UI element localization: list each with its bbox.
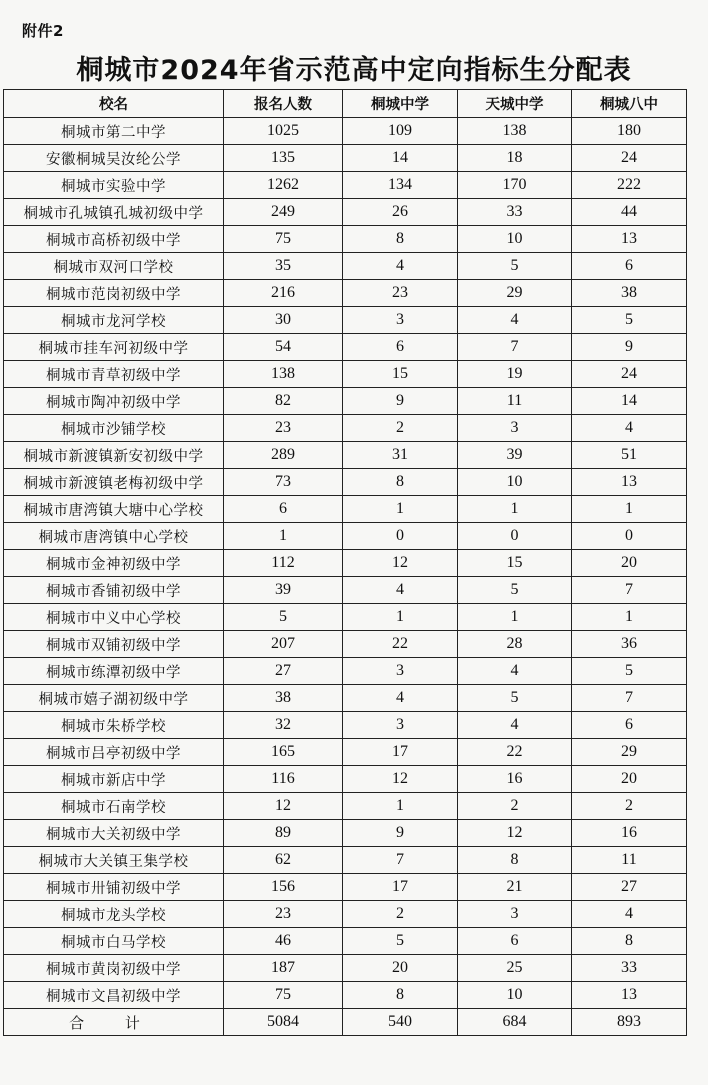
table-row xyxy=(4,604,687,631)
cell-tongcheng-high-school: 8 xyxy=(343,982,458,1009)
table-row xyxy=(4,847,687,874)
cell-tongcheng-high-school: 20 xyxy=(343,955,458,982)
cell-school-name: 桐城市唐湾镇大塘中心学校 xyxy=(4,496,224,523)
table-row xyxy=(4,172,687,199)
cell-applicants: 1262 xyxy=(224,172,343,199)
table-row xyxy=(4,118,687,145)
cell-tongcheng-no8-high-school: 5 xyxy=(572,307,687,334)
cell-school-name: 桐城市新店中学 xyxy=(4,766,224,793)
cell-school-name: 桐城市卅铺初级中学 xyxy=(4,874,224,901)
cell-tongcheng-no8-high-school: 7 xyxy=(572,577,687,604)
cell-tiancheng-high-school: 2 xyxy=(458,793,572,820)
table-row xyxy=(4,739,687,766)
total-tiancheng-high-school: 684 xyxy=(458,1009,572,1036)
cell-tongcheng-no8-high-school: 222 xyxy=(572,172,687,199)
cell-tiancheng-high-school: 29 xyxy=(458,280,572,307)
cell-applicants: 116 xyxy=(224,766,343,793)
cell-tiancheng-high-school: 10 xyxy=(458,469,572,496)
table-row xyxy=(4,253,687,280)
cell-school-name: 桐城市沙铺学校 xyxy=(4,415,224,442)
cell-applicants: 6 xyxy=(224,496,343,523)
cell-tiancheng-high-school: 5 xyxy=(458,685,572,712)
cell-tongcheng-no8-high-school: 8 xyxy=(572,928,687,955)
table-header-row xyxy=(4,90,687,118)
cell-tiancheng-high-school: 15 xyxy=(458,550,572,577)
table-row xyxy=(4,226,687,253)
cell-tongcheng-no8-high-school: 38 xyxy=(572,280,687,307)
table-row xyxy=(4,820,687,847)
table-row xyxy=(4,982,687,1009)
cell-applicants: 165 xyxy=(224,739,343,766)
cell-tiancheng-high-school: 6 xyxy=(458,928,572,955)
cell-tongcheng-no8-high-school: 36 xyxy=(572,631,687,658)
table-row xyxy=(4,955,687,982)
cell-school-name: 桐城市双河口学校 xyxy=(4,253,224,280)
cell-tongcheng-high-school: 17 xyxy=(343,874,458,901)
cell-tongcheng-high-school: 0 xyxy=(343,523,458,550)
cell-tiancheng-high-school: 22 xyxy=(458,739,572,766)
cell-tongcheng-no8-high-school: 5 xyxy=(572,658,687,685)
header-tongcheng-no8-high-school: 桐城八中 xyxy=(572,90,687,118)
cell-tongcheng-no8-high-school: 11 xyxy=(572,847,687,874)
cell-tongcheng-high-school: 15 xyxy=(343,361,458,388)
table-row xyxy=(4,334,687,361)
cell-tiancheng-high-school: 10 xyxy=(458,982,572,1009)
cell-tiancheng-high-school: 8 xyxy=(458,847,572,874)
total-label: 合 计 xyxy=(4,1009,224,1036)
cell-school-name: 桐城市香铺初级中学 xyxy=(4,577,224,604)
cell-tongcheng-no8-high-school: 29 xyxy=(572,739,687,766)
cell-applicants: 187 xyxy=(224,955,343,982)
cell-applicants: 73 xyxy=(224,469,343,496)
cell-tiancheng-high-school: 5 xyxy=(458,577,572,604)
cell-applicants: 207 xyxy=(224,631,343,658)
cell-tongcheng-no8-high-school: 0 xyxy=(572,523,687,550)
cell-tiancheng-high-school: 4 xyxy=(458,307,572,334)
cell-tongcheng-no8-high-school: 1 xyxy=(572,604,687,631)
cell-applicants: 46 xyxy=(224,928,343,955)
cell-tiancheng-high-school: 10 xyxy=(458,226,572,253)
cell-tongcheng-no8-high-school: 27 xyxy=(572,874,687,901)
table-row xyxy=(4,766,687,793)
cell-school-name: 桐城市高桥初级中学 xyxy=(4,226,224,253)
cell-tongcheng-no8-high-school: 13 xyxy=(572,982,687,1009)
table-row xyxy=(4,874,687,901)
cell-applicants: 1 xyxy=(224,523,343,550)
cell-tiancheng-high-school: 3 xyxy=(458,415,572,442)
total-applicants: 5084 xyxy=(224,1009,343,1036)
table-row xyxy=(4,793,687,820)
cell-tiancheng-high-school: 39 xyxy=(458,442,572,469)
cell-tiancheng-high-school: 3 xyxy=(458,901,572,928)
cell-applicants: 23 xyxy=(224,901,343,928)
cell-school-name: 桐城市孔城镇孔城初级中学 xyxy=(4,199,224,226)
cell-school-name: 桐城市新渡镇新安初级中学 xyxy=(4,442,224,469)
cell-tiancheng-high-school: 28 xyxy=(458,631,572,658)
cell-school-name: 桐城市文昌初级中学 xyxy=(4,982,224,1009)
cell-applicants: 1025 xyxy=(224,118,343,145)
cell-tiancheng-high-school: 170 xyxy=(458,172,572,199)
cell-tiancheng-high-school: 1 xyxy=(458,604,572,631)
cell-tongcheng-no8-high-school: 1 xyxy=(572,496,687,523)
cell-tongcheng-high-school: 14 xyxy=(343,145,458,172)
cell-tongcheng-high-school: 9 xyxy=(343,820,458,847)
cell-tongcheng-high-school: 9 xyxy=(343,388,458,415)
cell-tiancheng-high-school: 5 xyxy=(458,253,572,280)
table-row xyxy=(4,658,687,685)
cell-tongcheng-no8-high-school: 16 xyxy=(572,820,687,847)
cell-applicants: 38 xyxy=(224,685,343,712)
cell-tiancheng-high-school: 0 xyxy=(458,523,572,550)
cell-applicants: 30 xyxy=(224,307,343,334)
table-row xyxy=(4,901,687,928)
cell-applicants: 32 xyxy=(224,712,343,739)
table-row xyxy=(4,442,687,469)
total-row xyxy=(4,1009,687,1036)
cell-school-name: 桐城市实验中学 xyxy=(4,172,224,199)
cell-tongcheng-no8-high-school: 4 xyxy=(572,415,687,442)
cell-tiancheng-high-school: 25 xyxy=(458,955,572,982)
cell-school-name: 桐城市金神初级中学 xyxy=(4,550,224,577)
cell-school-name: 桐城市练潭初级中学 xyxy=(4,658,224,685)
cell-applicants: 249 xyxy=(224,199,343,226)
table-row xyxy=(4,361,687,388)
cell-tongcheng-high-school: 12 xyxy=(343,550,458,577)
cell-tongcheng-high-school: 2 xyxy=(343,415,458,442)
cell-tongcheng-high-school: 6 xyxy=(343,334,458,361)
cell-tiancheng-high-school: 19 xyxy=(458,361,572,388)
cell-tongcheng-no8-high-school: 7 xyxy=(572,685,687,712)
cell-tongcheng-no8-high-school: 51 xyxy=(572,442,687,469)
cell-school-name: 桐城市大关初级中学 xyxy=(4,820,224,847)
cell-applicants: 82 xyxy=(224,388,343,415)
attachment-label: 附件2 xyxy=(22,22,64,40)
cell-school-name: 桐城市大关镇王集学校 xyxy=(4,847,224,874)
cell-tongcheng-high-school: 22 xyxy=(343,631,458,658)
cell-tongcheng-high-school: 1 xyxy=(343,604,458,631)
table-row xyxy=(4,550,687,577)
cell-school-name: 桐城市挂车河初级中学 xyxy=(4,334,224,361)
cell-tongcheng-high-school: 5 xyxy=(343,928,458,955)
cell-tongcheng-high-school: 7 xyxy=(343,847,458,874)
table-row xyxy=(4,469,687,496)
cell-applicants: 216 xyxy=(224,280,343,307)
cell-tongcheng-high-school: 3 xyxy=(343,307,458,334)
cell-tongcheng-high-school: 4 xyxy=(343,685,458,712)
cell-tongcheng-high-school: 3 xyxy=(343,712,458,739)
cell-school-name: 桐城市白马学校 xyxy=(4,928,224,955)
header-tongcheng-high-school: 桐城中学 xyxy=(343,90,458,118)
cell-school-name: 桐城市石南学校 xyxy=(4,793,224,820)
table-row xyxy=(4,145,687,172)
cell-tongcheng-no8-high-school: 20 xyxy=(572,550,687,577)
cell-school-name: 桐城市青草初级中学 xyxy=(4,361,224,388)
cell-tiancheng-high-school: 4 xyxy=(458,712,572,739)
cell-school-name: 桐城市范岗初级中学 xyxy=(4,280,224,307)
cell-tongcheng-no8-high-school: 24 xyxy=(572,145,687,172)
cell-applicants: 12 xyxy=(224,793,343,820)
cell-school-name: 桐城市陶冲初级中学 xyxy=(4,388,224,415)
cell-applicants: 75 xyxy=(224,226,343,253)
cell-tongcheng-high-school: 12 xyxy=(343,766,458,793)
cell-tongcheng-high-school: 31 xyxy=(343,442,458,469)
cell-tongcheng-high-school: 1 xyxy=(343,496,458,523)
cell-tongcheng-no8-high-school: 9 xyxy=(572,334,687,361)
table-row xyxy=(4,523,687,550)
cell-tongcheng-high-school: 3 xyxy=(343,658,458,685)
cell-tongcheng-high-school: 23 xyxy=(343,280,458,307)
cell-tongcheng-no8-high-school: 180 xyxy=(572,118,687,145)
cell-tongcheng-no8-high-school: 6 xyxy=(572,253,687,280)
cell-applicants: 138 xyxy=(224,361,343,388)
allocation-table xyxy=(3,89,687,1036)
cell-tiancheng-high-school: 18 xyxy=(458,145,572,172)
cell-school-name: 安徽桐城吴汝纶公学 xyxy=(4,145,224,172)
cell-tiancheng-high-school: 21 xyxy=(458,874,572,901)
header-applicants: 报名人数 xyxy=(224,90,343,118)
cell-tongcheng-high-school: 17 xyxy=(343,739,458,766)
cell-school-name: 桐城市新渡镇老梅初级中学 xyxy=(4,469,224,496)
cell-tiancheng-high-school: 12 xyxy=(458,820,572,847)
total-tongcheng-high-school: 540 xyxy=(343,1009,458,1036)
cell-tongcheng-high-school: 26 xyxy=(343,199,458,226)
cell-tongcheng-no8-high-school: 13 xyxy=(572,469,687,496)
cell-applicants: 5 xyxy=(224,604,343,631)
cell-applicants: 35 xyxy=(224,253,343,280)
cell-tiancheng-high-school: 4 xyxy=(458,658,572,685)
cell-tiancheng-high-school: 16 xyxy=(458,766,572,793)
cell-school-name: 桐城市嬉子湖初级中学 xyxy=(4,685,224,712)
header-tiancheng-high-school: 天城中学 xyxy=(458,90,572,118)
table-row xyxy=(4,496,687,523)
cell-school-name: 桐城市双铺初级中学 xyxy=(4,631,224,658)
cell-tiancheng-high-school: 11 xyxy=(458,388,572,415)
table-row xyxy=(4,631,687,658)
cell-tongcheng-no8-high-school: 20 xyxy=(572,766,687,793)
total-tongcheng-no8-high-school: 893 xyxy=(572,1009,687,1036)
cell-tongcheng-high-school: 1 xyxy=(343,793,458,820)
cell-tongcheng-no8-high-school: 24 xyxy=(572,361,687,388)
cell-tongcheng-no8-high-school: 2 xyxy=(572,793,687,820)
cell-applicants: 112 xyxy=(224,550,343,577)
cell-tongcheng-high-school: 8 xyxy=(343,469,458,496)
cell-applicants: 62 xyxy=(224,847,343,874)
cell-tongcheng-no8-high-school: 4 xyxy=(572,901,687,928)
cell-applicants: 75 xyxy=(224,982,343,1009)
cell-tongcheng-high-school: 4 xyxy=(343,253,458,280)
cell-tongcheng-high-school: 134 xyxy=(343,172,458,199)
header-school-name: 校名 xyxy=(4,90,224,118)
cell-applicants: 39 xyxy=(224,577,343,604)
cell-tongcheng-no8-high-school: 44 xyxy=(572,199,687,226)
cell-school-name: 桐城市吕亭初级中学 xyxy=(4,739,224,766)
table-row xyxy=(4,577,687,604)
cell-applicants: 289 xyxy=(224,442,343,469)
cell-tiancheng-high-school: 138 xyxy=(458,118,572,145)
table-row xyxy=(4,685,687,712)
cell-tongcheng-high-school: 2 xyxy=(343,901,458,928)
table-row xyxy=(4,712,687,739)
table-body xyxy=(4,118,687,1009)
cell-tongcheng-high-school: 4 xyxy=(343,577,458,604)
cell-school-name: 桐城市唐湾镇中心学校 xyxy=(4,523,224,550)
cell-tongcheng-no8-high-school: 14 xyxy=(572,388,687,415)
table-row xyxy=(4,307,687,334)
cell-school-name: 桐城市黄岗初级中学 xyxy=(4,955,224,982)
table-row xyxy=(4,388,687,415)
cell-tiancheng-high-school: 1 xyxy=(458,496,572,523)
cell-school-name: 桐城市朱桥学校 xyxy=(4,712,224,739)
cell-tongcheng-high-school: 109 xyxy=(343,118,458,145)
cell-school-name: 桐城市龙河学校 xyxy=(4,307,224,334)
cell-tongcheng-high-school: 8 xyxy=(343,226,458,253)
cell-tiancheng-high-school: 7 xyxy=(458,334,572,361)
cell-tongcheng-no8-high-school: 6 xyxy=(572,712,687,739)
table-row xyxy=(4,199,687,226)
cell-applicants: 89 xyxy=(224,820,343,847)
cell-applicants: 54 xyxy=(224,334,343,361)
page-title: 桐城市2024年省示范高中定向指标生分配表 xyxy=(76,55,632,86)
cell-school-name: 桐城市龙头学校 xyxy=(4,901,224,928)
cell-applicants: 135 xyxy=(224,145,343,172)
cell-applicants: 27 xyxy=(224,658,343,685)
cell-tongcheng-no8-high-school: 13 xyxy=(572,226,687,253)
cell-applicants: 156 xyxy=(224,874,343,901)
cell-applicants: 23 xyxy=(224,415,343,442)
cell-tiancheng-high-school: 33 xyxy=(458,199,572,226)
table-row xyxy=(4,415,687,442)
cell-school-name: 桐城市第二中学 xyxy=(4,118,224,145)
table-row xyxy=(4,280,687,307)
table-row xyxy=(4,928,687,955)
cell-school-name: 桐城市中义中心学校 xyxy=(4,604,224,631)
cell-tongcheng-no8-high-school: 33 xyxy=(572,955,687,982)
